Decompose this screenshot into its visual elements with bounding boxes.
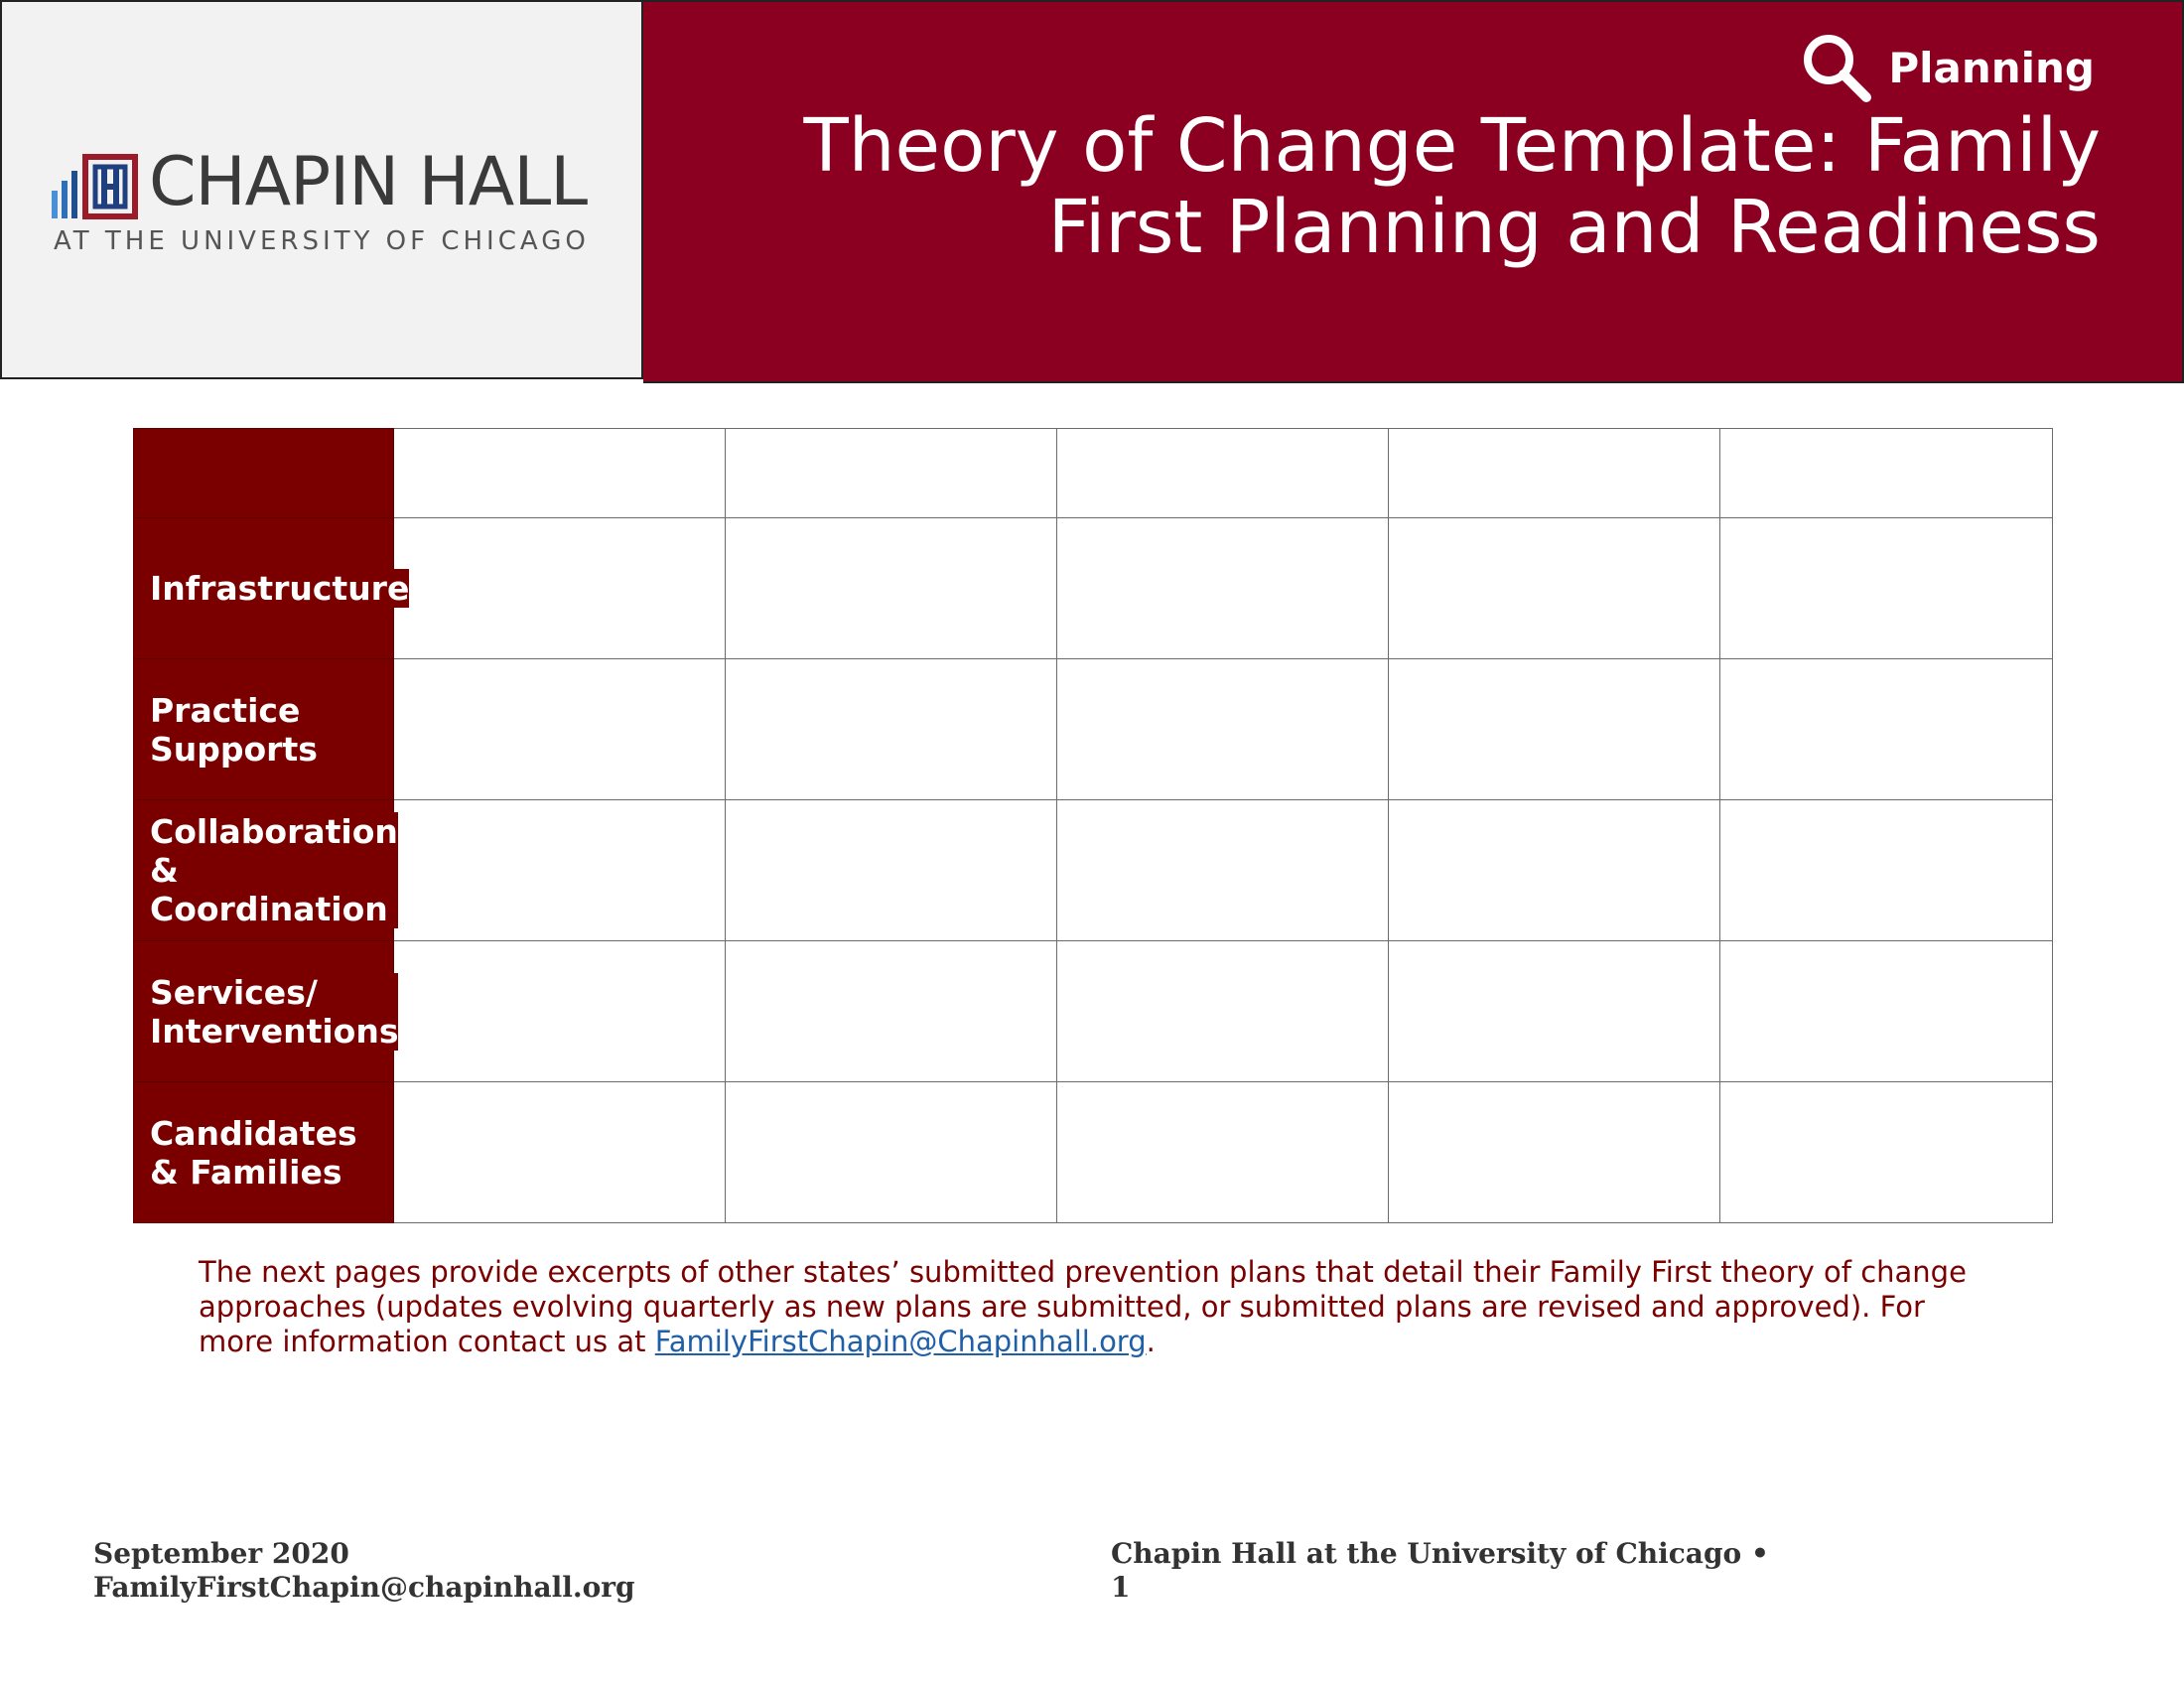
grid-cell[interactable]: [1720, 429, 2053, 518]
table-row: [134, 429, 2053, 518]
table-row: [134, 1082, 2053, 1223]
grid-cell[interactable]: [394, 800, 726, 941]
grid-cell[interactable]: [394, 659, 726, 800]
grid-cell[interactable]: [1389, 518, 1720, 659]
grid-cell[interactable]: [1057, 429, 1389, 518]
footer-org: Chapin Hall at the University of Chicago •: [1111, 1537, 1769, 1570]
grid-cell[interactable]: [1720, 1082, 2053, 1223]
title-panel: [643, 0, 2184, 383]
page-title: [711, 105, 2101, 268]
grid-cell[interactable]: [1389, 659, 1720, 800]
footer-right: [1111, 1537, 1806, 1605]
grid-cell[interactable]: [1057, 518, 1389, 659]
page-header: [0, 0, 2184, 383]
grid-cell[interactable]: [726, 659, 1057, 800]
grid-cell[interactable]: [1057, 800, 1389, 941]
grid-cell[interactable]: [1720, 941, 2053, 1082]
section-label-text: Planning: [1888, 43, 2095, 92]
row-header-practice-supports: Practice Supports: [134, 659, 394, 800]
row-header-collaboration: Collaboration & Coordination: [134, 800, 394, 941]
grid-cell[interactable]: [1720, 800, 2053, 941]
table-row: [134, 659, 2053, 800]
grid-cell[interactable]: [726, 800, 1057, 941]
grid-cell[interactable]: [726, 941, 1057, 1082]
chapin-hall-logo-icon: [52, 153, 143, 224]
grid-cell[interactable]: [1057, 1082, 1389, 1223]
grid-cell[interactable]: [1389, 429, 1720, 518]
grid-cell[interactable]: [726, 429, 1057, 518]
table-row: [134, 941, 2053, 1082]
page-title-line-1: Theory of Change Template: Family: [803, 103, 2101, 189]
page-title-line-2: First Planning and Readiness: [1047, 185, 2101, 270]
logo-subtitle: AT THE UNIVERSITY OF CHICAGO: [54, 226, 590, 256]
grid-cell[interactable]: [1720, 659, 2053, 800]
logo-name: CHAPIN HALL: [149, 143, 588, 221]
theory-of-change-grid: [133, 428, 2053, 1223]
grid-cell[interactable]: [1389, 1082, 1720, 1223]
page-number: 1: [1111, 1571, 1131, 1604]
magnifier-icon: [1799, 30, 1874, 105]
grid-cell[interactable]: [394, 429, 726, 518]
table-row: [134, 800, 2053, 941]
logo-panel: [0, 0, 643, 379]
row-header-candidates: Candidates & Families: [134, 1082, 394, 1223]
grid-cell[interactable]: [726, 1082, 1057, 1223]
grid-cell[interactable]: [1720, 518, 2053, 659]
grid-cell[interactable]: [394, 1082, 726, 1223]
grid-cell[interactable]: [1389, 800, 1720, 941]
grid-cell[interactable]: [726, 518, 1057, 659]
row-header: [134, 429, 394, 518]
grid-cell[interactable]: [1057, 659, 1389, 800]
info-note-text: The next pages provide excerpts of other states’ submitted prevention plans that detail their Family First theory of change approaches (updates evolving quarterly as new plans are submitted, or submitted plans are revised and approved). For more information contact us at: [199, 1255, 1967, 1358]
info-note: [199, 1255, 1985, 1359]
grid-cell[interactable]: [394, 518, 726, 659]
footer-email: FamilyFirstChapin@chapinhall.org: [93, 1571, 635, 1604]
info-note-trailing: .: [1146, 1325, 1156, 1358]
grid-cell[interactable]: [1389, 941, 1720, 1082]
table-row: [134, 518, 2053, 659]
footer-left: [93, 1537, 635, 1605]
contact-email-link[interactable]: FamilyFirstChapin@Chapinhall.org: [654, 1325, 1147, 1358]
row-header-services: Services/ Interventions: [134, 941, 394, 1082]
grid-cell[interactable]: [1057, 941, 1389, 1082]
grid-cell[interactable]: [394, 941, 726, 1082]
footer-date: September 2020: [93, 1537, 349, 1570]
row-header-infrastructure: Infrastructure: [134, 518, 394, 659]
section-label: [1799, 30, 2095, 105]
